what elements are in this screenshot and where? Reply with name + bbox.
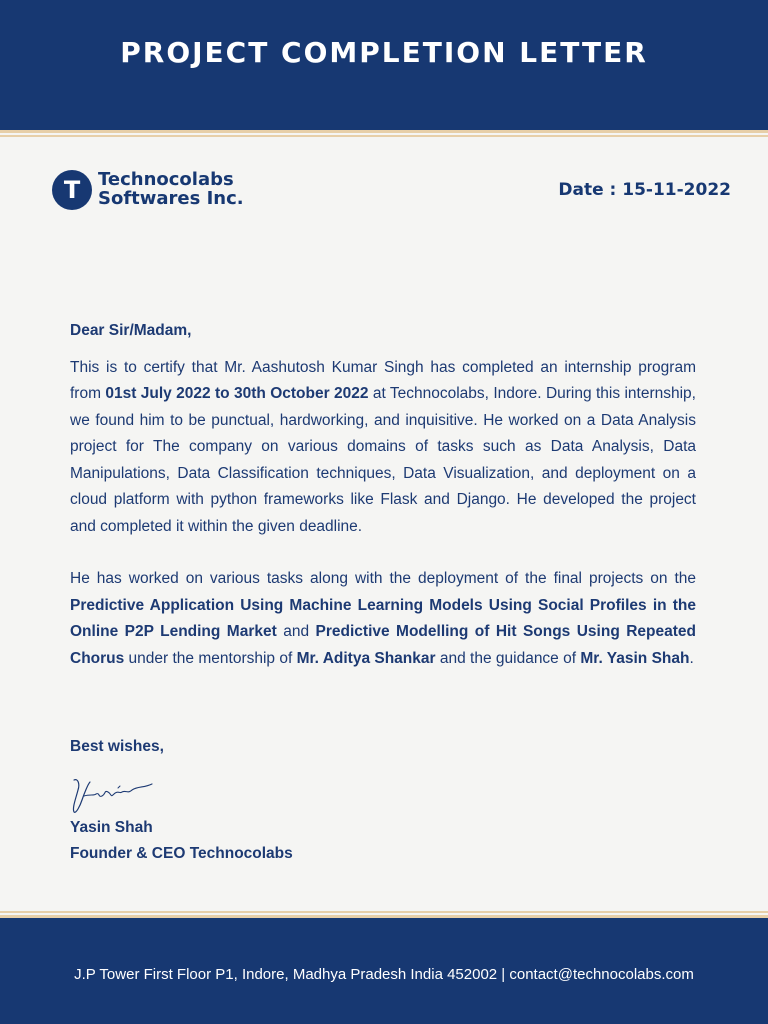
signature-text: Yasin [68,770,71,771]
paragraph-2 [70,566,696,672]
p2-text-5: . [689,649,694,667]
signature-image [68,770,158,818]
logo-line-1: Technocolabs [98,169,234,190]
header-banner [0,0,768,130]
p2-text-4: and the guidance of [435,649,581,667]
footer-banner [0,918,768,1024]
p2-text-1: He has worked on various tasks along with the deployment of the final projects on the [70,570,696,587]
closing-line: Best wishes, [70,738,164,755]
logo-line-2: Softwares Inc. [98,188,244,209]
p2-project-2: Predictive Modelling of Hit Songs Using Repeated Chorus [70,623,696,667]
logo-wordmark [98,170,318,208]
logo-badge-icon: T [52,170,92,210]
p2-guide: Mr. Yasin Shah [580,649,690,667]
p1-internship-dates: 01st July 2022 to 30th October 2022 [105,385,369,402]
p1-text-2: at Technocolabs, Indore. During this internship, we found him to be punctual, hardworking, and inquisitive. He worked on a Data Analysis project for The company on various domains of tasks such as Data Analysis, Data Manipulations, Data Classification techniques, Data Visualization, and deployment on a cloud platform with python frameworks like Flask and Django. He developed the project and completed it within the given deadline. [70,385,696,535]
footer-contact: J.P Tower First Floor P1, Indore, Madhya Pradesh India 452002 | contact@technocolabs.com [74,966,694,983]
paragraph-1 [70,355,696,541]
signer-name: Yasin Shah [70,819,153,836]
salutation: Dear Sir/Madam, [70,322,192,339]
p2-text-3: under the mentorship of [124,649,297,667]
p2-mentor: Mr. Aditya Shankar [296,649,436,667]
letter-date: Date : 15-11-2022 [558,180,731,200]
page-title: PROJECT COMPLETION LETTER [120,36,648,69]
p2-text-2: and [276,623,316,640]
p1-text-1: This is to certify that Mr. Aashutosh Kumar Singh has completed an internship program from [70,358,696,402]
header-divider-inner [0,135,768,137]
letter-body [70,318,696,672]
p2-project-1: Predictive Application Using Machine Learning Models Using Social Profiles in the Online P2P Lending Market [70,596,696,640]
signer-title: Founder & CEO Technocolabs [70,845,293,862]
